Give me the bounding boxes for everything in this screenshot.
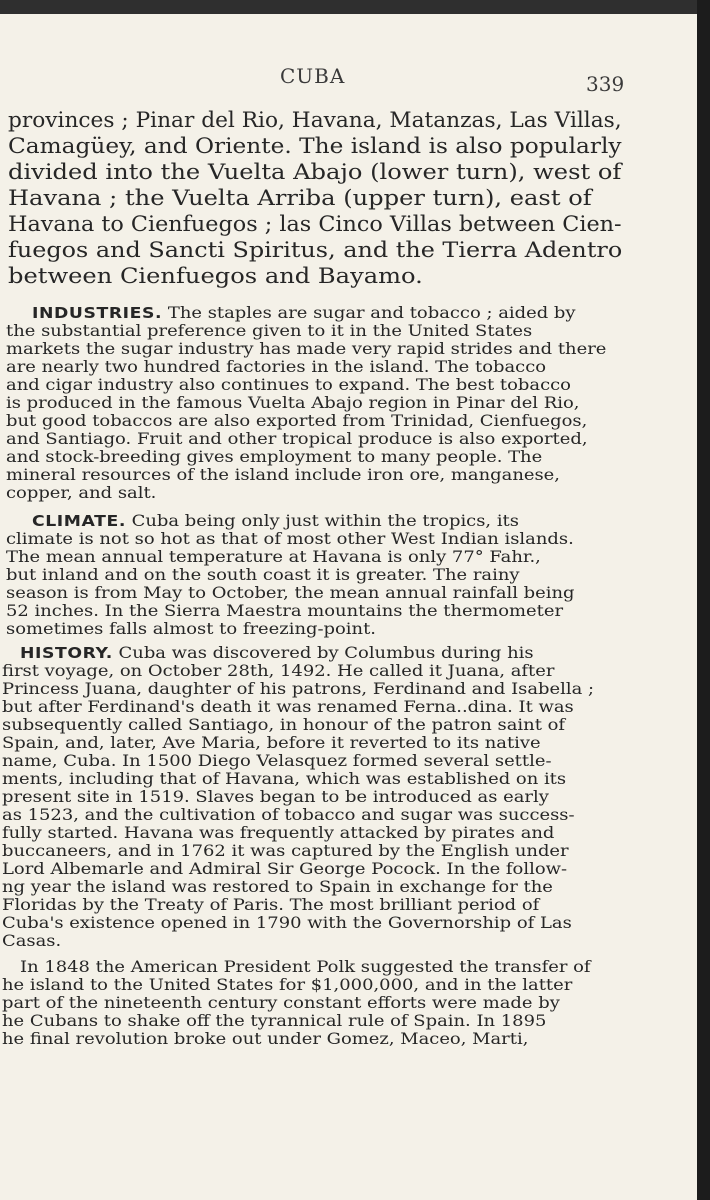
text-line: divided into the Vuelta Abajo (lower turn), west of bbox=[8, 160, 622, 184]
text-line: ng year the island was restored to Spain in exchange for the bbox=[2, 878, 553, 896]
text-line: markets the sugar industry has made very rapid strides and there bbox=[6, 340, 607, 358]
page-number: 339 bbox=[586, 72, 625, 96]
text-line: Floridas by the Treaty of Paris. The most brilliant period of bbox=[2, 896, 540, 914]
text-line: buccaneers, and in 1762 it was captured by the English under bbox=[2, 842, 569, 860]
text-line: Camagüey, and Oriente. The island is also popularly bbox=[8, 134, 622, 158]
text-line: Lord Albemarle and Admiral Sir George Pocock. In the follow- bbox=[2, 860, 568, 878]
section-heading: CLIMATE. bbox=[32, 512, 126, 530]
section-heading: INDUSTRIES. bbox=[32, 304, 163, 322]
text-line: The mean annual temperature at Havana is only 77° Fahr., bbox=[6, 548, 541, 566]
text-line: between Cienfuegos and Bayamo. bbox=[8, 264, 423, 288]
text-line: but after Ferdinand's death it was renamed Ferna..dina. It was bbox=[2, 698, 574, 716]
section-heading: HISTORY. bbox=[20, 644, 113, 662]
text-line: mineral resources of the island include iron ore, manganese, bbox=[6, 466, 561, 484]
text-line: climate is not so hot as that of most other West Indian islands. bbox=[6, 530, 574, 548]
text-line: 52 inches. In the Sierra Maestra mountains the thermometer bbox=[6, 602, 564, 620]
text-line: is produced in the famous Vuelta Abajo region in Pinar del Rio, bbox=[6, 394, 580, 412]
book-page bbox=[0, 14, 697, 1200]
text-line: the substantial preference given to it in the United States bbox=[6, 322, 533, 340]
text-line: copper, and salt. bbox=[6, 484, 157, 502]
text-line: Havana ; the Vuelta Arriba (upper turn), east of bbox=[8, 186, 592, 210]
text-line: present site in 1519. Slaves began to be introduced as early bbox=[2, 788, 549, 806]
text-line: sometimes falls almost to freezing-point. bbox=[6, 620, 377, 638]
text-line: part of the nineteenth century constant efforts were made by bbox=[2, 994, 560, 1012]
text-line: he Cubans to shake off the tyrannical rule of Spain. In 1895 bbox=[2, 1012, 547, 1030]
text-line: but inland and on the south coast it is greater. The rainy bbox=[6, 566, 520, 584]
scan-top-edge bbox=[0, 0, 710, 14]
text-line: name, Cuba. In 1500 Diego Velasquez formed several settle- bbox=[2, 752, 552, 770]
text-line: Cuba's existence opened in 1790 with the Governorship of Las bbox=[2, 914, 572, 932]
text-line: but good tobaccos are also exported from Trinidad, Cienfuegos, bbox=[6, 412, 588, 430]
text-line: are nearly two hundred factories in the island. The tobacco bbox=[6, 358, 547, 376]
text-line: CLIMATE. Cuba being only just within the tropics, its bbox=[32, 512, 519, 530]
text-line: fully started. Havana was frequently attacked by pirates and bbox=[2, 824, 555, 842]
text-line: and stock-breeding gives employment to many people. The bbox=[6, 448, 543, 466]
text-line: Princess Juana, daughter of his patrons, Ferdinand and Isabella ; bbox=[2, 680, 595, 698]
text-line: In 1848 the American President Polk suggested the transfer of bbox=[20, 958, 591, 976]
text-line: HISTORY. Cuba was discovered by Columbus during his bbox=[20, 644, 534, 662]
running-header: CUBA bbox=[280, 64, 346, 88]
text-line: Casas. bbox=[2, 932, 62, 950]
text-line: subsequently called Santiago, in honour of the patron saint of bbox=[2, 716, 566, 734]
text-line: as 1523, and the cultivation of tobacco and sugar was success- bbox=[2, 806, 575, 824]
text-line: provinces ; Pinar del Rio, Havana, Matanzas, Las Villas, bbox=[8, 108, 622, 132]
scan-right-edge bbox=[697, 0, 710, 1200]
text-line: Havana to Cienfuegos ; las Cinco Villas between Cien- bbox=[8, 212, 622, 236]
text-line: Spain, and, later, Ave Maria, before it reverted to its native bbox=[2, 734, 541, 752]
text-line: INDUSTRIES. The staples are sugar and tobacco ; aided by bbox=[32, 304, 576, 322]
text-line: he final revolution broke out under Gomez, Maceo, Marti, bbox=[2, 1030, 529, 1048]
text-line: he island to the United States for $1,000,000, and in the latter bbox=[2, 976, 573, 994]
text-line: ments, including that of Havana, which was established on its bbox=[2, 770, 567, 788]
text-line: and Santiago. Fruit and other tropical produce is also exported, bbox=[6, 430, 588, 448]
text-line: and cigar industry also continues to expand. The best tobacco bbox=[6, 376, 571, 394]
text-line: fuegos and Sancti Spiritus, and the Tierra Adentro bbox=[8, 238, 623, 262]
text-line: first voyage, on October 28th, 1492. He called it Juana, after bbox=[2, 662, 555, 680]
text-line: season is from May to October, the mean annual rainfall being bbox=[6, 584, 575, 602]
